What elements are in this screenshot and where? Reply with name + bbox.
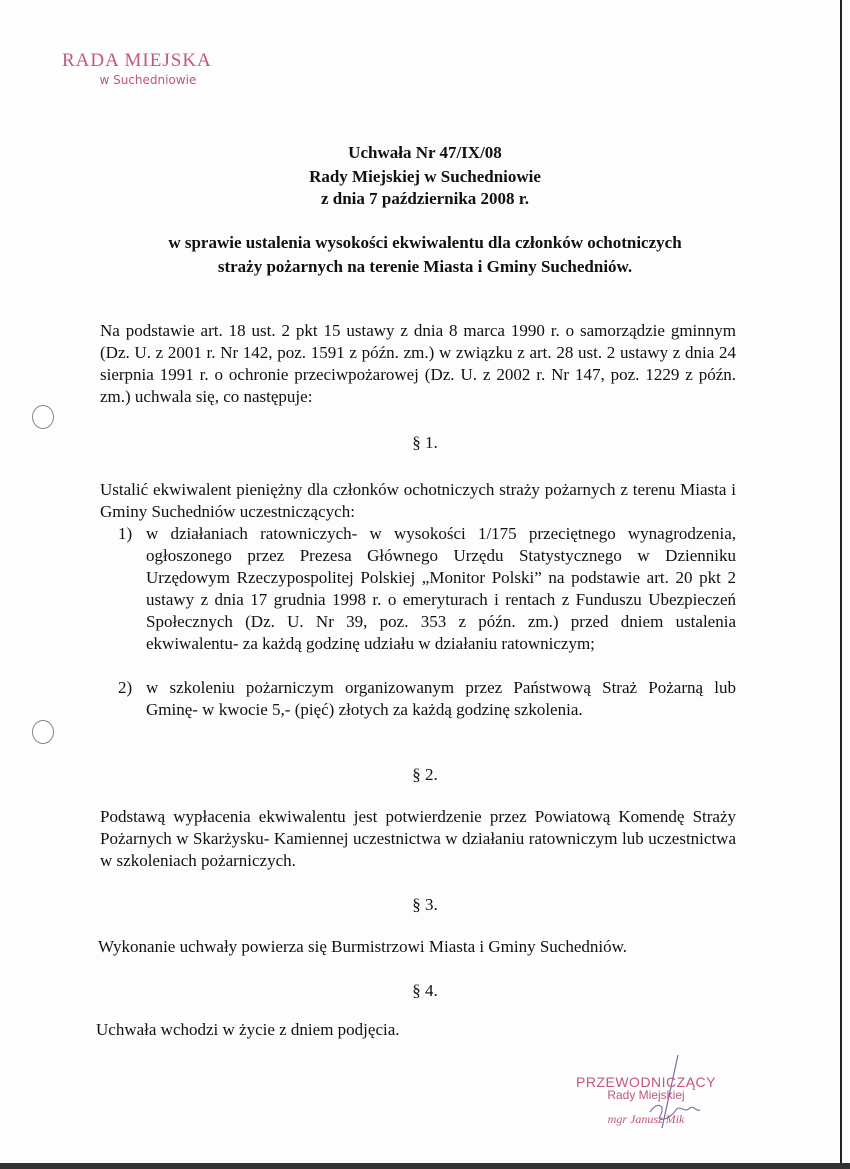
resolution-date: z dnia 7 października 2008 r. (320, 189, 530, 208)
scan-edge-bottom (0, 1163, 850, 1169)
punch-hole-lower (32, 720, 54, 744)
preamble: Na podstawie art. 18 ust. 2 pkt 15 ustawy z dnia 8 marca 1990 r. o samorządzie gminnym (Dz. U. z 2001 r. Nr 142, poz. 1591 z późn. zm.) w związku z art. 28 ust. 2 ustawy z dnia 24 sierpnia 1991 r. o ochronie przeciwpożarowej (Dz. U. z 2002 r. Nr 147, poz. 1229 z późn. zm.) uchwala się, co następuje: (100, 321, 736, 406)
chairman-stamp-role: PRZEWODNICZĄCY (576, 1074, 716, 1090)
council-stamp-line1: RADA MIEJSKA (62, 50, 212, 71)
list-item-number: 2) (118, 678, 133, 697)
section-text-1: Ustalić ekwiwalent pieniężny dla członków ochotniczych straży pożarnych z terenu Miasta i Gminy Suchedniów uczestniczących: (100, 480, 736, 521)
list-item-number: 1) (118, 524, 133, 543)
list-item-text: w działaniach ratowniczych- w wysokości 1/175 przeciętnego wynagrodzenia, ogłoszonego przez Prezesa Głównego Urzędu Statystycznego w Dzienniku Urzędowym Rzeczypospolitej Polskiej „Monitor Polski” na podstawie art. 20 pkt 2 ustawy z dnia 17 grudnia 1998 r. o emeryturach i rentach z Funduszu Ubezpieczeń Społecznych (Dz. U. Nr 39, poz. 353 z późn. zm.) przed dniem ustalenia ekwiwalentu- za każdą godzinę udziału w działaniu ratowniczym; (146, 524, 736, 653)
section-heading-4: § 4. (412, 981, 438, 1000)
section-text-2: Podstawą wypłacenia ekwiwalentu jest potwierdzenie przez Powiatową Komendę Straży Pożarnych w Skarżysku- Kamiennej uczestnictwa w działaniu ratowniczym lub uczestnictwa w szkoleniach pożarniczych. (100, 807, 736, 870)
resolution-title: Uchwała Nr 47/IX/08 (348, 143, 502, 162)
subject-line2: straży pożarnych na terenie Miasta i Gminy Suchedniów. (217, 257, 633, 276)
chairman-stamp-name: mgr Janusz Mik (607, 1112, 685, 1126)
list-item-2 (118, 677, 736, 721)
council-stamp-line2: w Suchedniowie (99, 73, 197, 87)
chairman-stamp (572, 1074, 720, 1127)
section-heading-1: § 1. (412, 433, 438, 452)
list-item-1 (118, 523, 736, 655)
section-text-4: Uchwała wchodzi w życie z dniem podjęcia. (96, 1020, 400, 1039)
punch-hole-upper (32, 405, 54, 429)
section-heading-2: § 2. (412, 765, 438, 784)
chairman-stamp-body: Rady Miejskiej (607, 1088, 685, 1102)
resolution-issuer: Rady Miejskiej w Suchedniowie (309, 167, 541, 186)
subject-line1: w sprawie ustalenia wysokości ekwiwalentu dla członków ochotniczych (168, 233, 682, 252)
section-text-3: Wykonanie uchwały powierza się Burmistrzowi Miasta i Gminy Suchedniów. (98, 937, 628, 956)
list-item-text: w szkoleniu pożarniczym organizowanym przez Państwową Straż Pożarną lub Gminę- w kwocie 5,- (pięć) złotych za każdą godzinę szkolenia. (146, 678, 736, 719)
section-heading-3: § 3. (412, 895, 438, 914)
council-stamp (62, 50, 212, 87)
